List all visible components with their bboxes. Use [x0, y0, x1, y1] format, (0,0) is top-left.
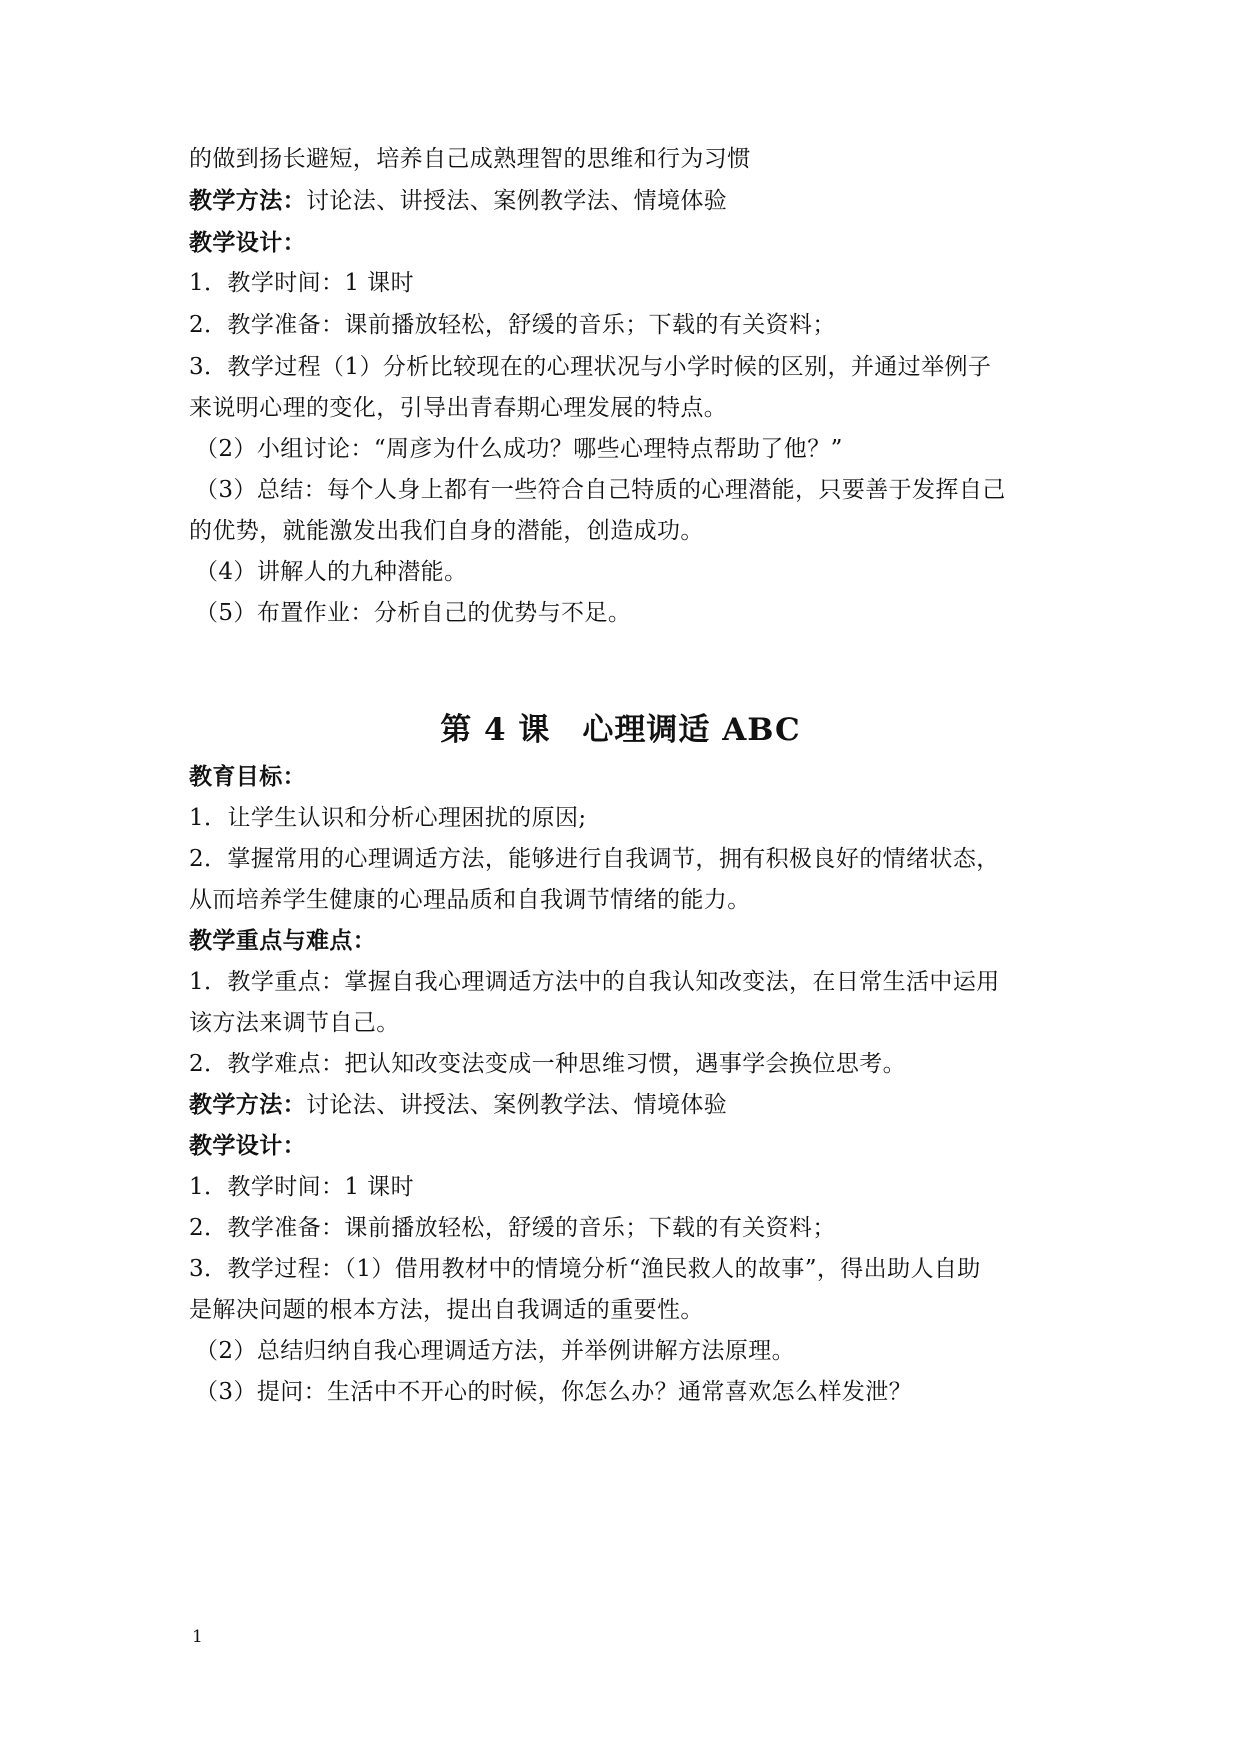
lesson-design-item: 1．教学时间：1 课时: [189, 1174, 414, 1200]
lesson-methods-label: 教学方法：: [189, 1091, 306, 1118]
lesson-design-item: 2．教学准备：课前播放轻松，舒缓的音乐；下载的有关资料；: [189, 1215, 836, 1241]
lesson-title: 第 4 课 心理调适 ABC: [440, 712, 801, 748]
objective-item: 2．掌握常用的心理调适方法，能够进行自我调节，拥有积极良好的情绪状态，: [189, 846, 1000, 872]
design-item: 3．教学过程（1）分析比较现在的心理状况与小学时候的区别，并通过举例子: [189, 354, 992, 380]
design-item: （2）小组讨论：“周彦为什么成功？哪些心理特点帮助了他？”: [195, 436, 843, 462]
lesson-methods-line: [189, 1090, 1069, 1120]
design-item: 1．教学时间：1 课时: [189, 270, 414, 296]
design-item: 的优势，就能激发出我们自身的潜能，创造成功。: [189, 518, 704, 544]
methods-label: 教学方法：: [189, 187, 306, 214]
lesson-design-item: （3）提问：生活中不开心的时候，你怎么办？通常喜欢怎么样发泄？: [195, 1379, 913, 1405]
design-item: （4）讲解人的九种潜能。: [195, 559, 468, 585]
design-item: （3）总结：每个人身上都有一些符合自己特质的心理潜能，只要善于发挥自己: [195, 477, 1006, 503]
design-item: 来说明心理的变化，引导出青春期心理发展的特点。: [189, 395, 728, 421]
lesson-design-label: 教学设计：: [189, 1132, 306, 1159]
objectives-label: 教育目标：: [189, 763, 306, 790]
methods-text: 讨论法、讲授法、案例教学法、情境体验: [306, 188, 728, 214]
page-number: 1: [192, 1627, 203, 1647]
lesson-design-item: 是解决问题的根本方法，提出自我调适的重要性。: [189, 1297, 704, 1323]
key-point-item: 2．教学难点：把认知改变法变成一种思维习惯，遇事学会换位思考。: [189, 1051, 907, 1077]
design-item: 2．教学准备：课前播放轻松，舒缓的音乐；下载的有关资料；: [189, 312, 836, 338]
lesson-methods-text: 讨论法、讲授法、案例教学法、情境体验: [306, 1092, 728, 1118]
objective-tail-line: 的做到扬长避短，培养自己成熟理智的思维和行为习惯: [189, 146, 751, 172]
design-label: 教学设计：: [189, 229, 306, 256]
key-points-label: 教学重点与难点：: [189, 927, 377, 954]
objective-item: 从而培养学生健康的心理品质和自我调节情绪的能力。: [189, 887, 751, 913]
objective-item: 1．让学生认识和分析心理困扰的原因;: [189, 805, 587, 831]
methods-line: [189, 186, 1069, 216]
design-item: （5）布置作业：分析自己的优势与不足。: [195, 600, 632, 626]
key-point-item: 该方法来调节自己。: [189, 1010, 400, 1036]
lesson-design-item: 3．教学过程：（1）借用教材中的情境分析“渔民救人的故事”，得出助人自助: [189, 1256, 981, 1282]
lesson-design-item: （2）总结归纳自我心理调适方法，并举例讲解方法原理。: [195, 1338, 796, 1364]
key-point-item: 1．教学重点：掌握自我心理调适方法中的自我认知改变法，在日常生活中运用: [189, 969, 1000, 995]
